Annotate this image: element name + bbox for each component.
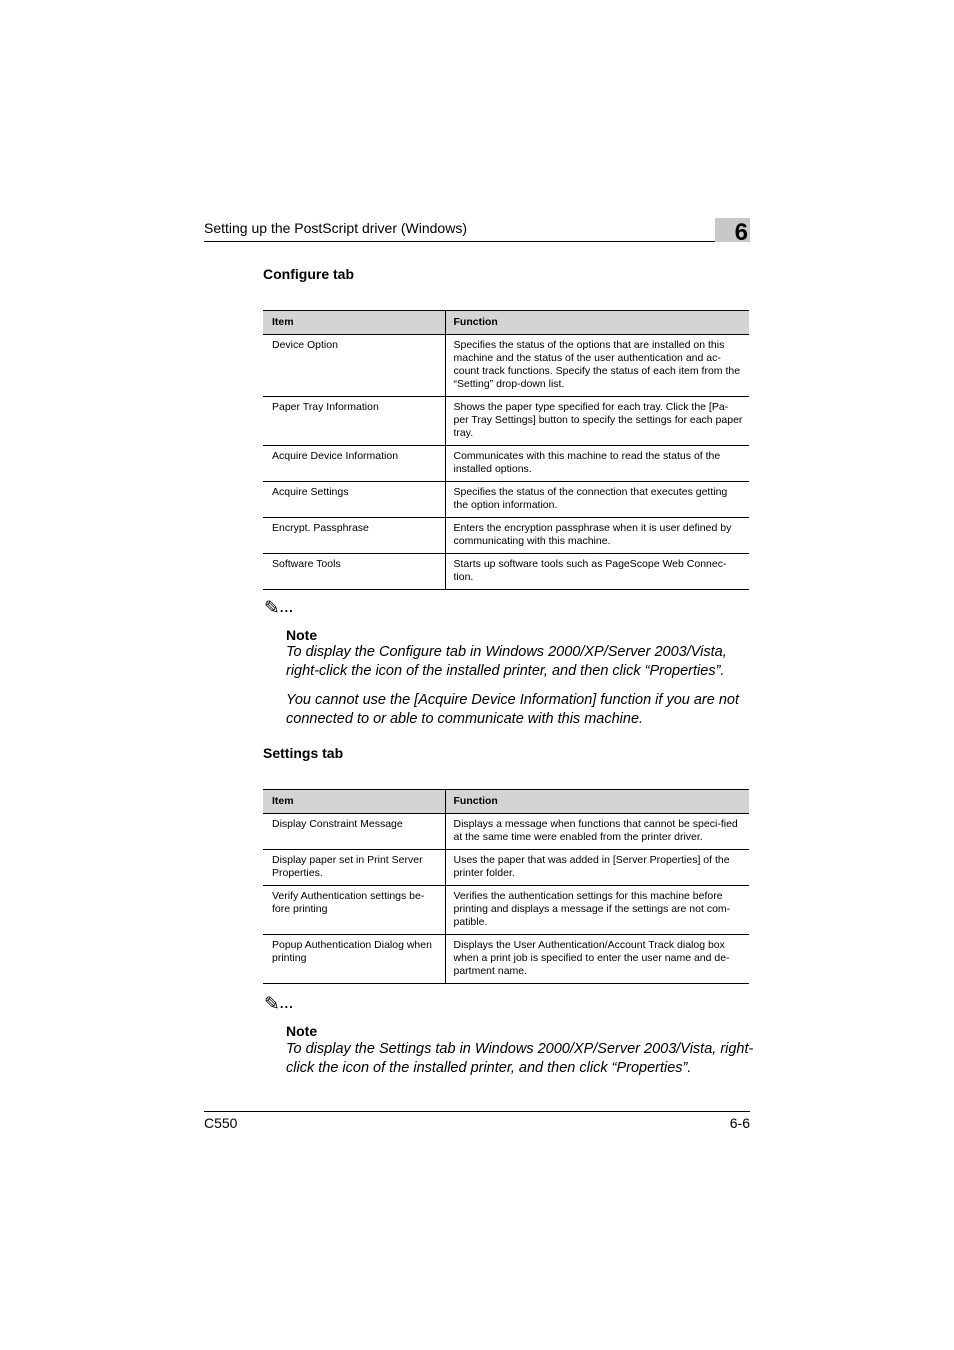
column-header-item: Item <box>263 311 445 335</box>
item-cell: Acquire Device Information <box>263 446 445 482</box>
function-cell: Enters the encryption passphrase when it is user defined by communicating with this machine. <box>445 518 749 554</box>
table-row <box>263 814 749 850</box>
item-cell: Paper Tray Information <box>263 397 445 446</box>
pencil-note-icon: ✎... <box>264 598 294 619</box>
table-row <box>263 850 749 886</box>
function-cell: Displays the User Authentication/Account Track dialog box when a print job is specified to enter the user name and de-partment name. <box>445 935 749 984</box>
table-row <box>263 518 749 554</box>
note-text: To display the Configure tab in Windows 2000/XP/Server 2003/Vista, right-click the icon of the installed printer, and then click “Properties”. <box>286 644 727 679</box>
table-row <box>263 335 749 397</box>
header-rule <box>204 241 750 242</box>
function-cell: Verifies the authentication settings for this machine before printing and displays a message if the settings are not com-patible. <box>445 886 749 935</box>
function-cell: Communicates with this machine to read the status of the installed options. <box>445 446 749 482</box>
table-row <box>263 886 749 935</box>
column-header-function: Function <box>445 311 749 335</box>
function-cell: Uses the paper that was added in [Server Properties] of the printer folder. <box>445 850 749 886</box>
item-cell: Device Option <box>263 335 445 397</box>
note-label: Note <box>286 627 318 643</box>
note-text: To display the Settings tab in Windows 2000/XP/Server 2003/Vista, right-click the icon of the installed printer, and then click “Properties”. <box>286 1041 754 1076</box>
pencil-note-icon: ✎... <box>264 994 294 1015</box>
settings-tab-table <box>263 789 749 984</box>
table-row <box>263 554 749 590</box>
column-header-item: Item <box>263 790 445 814</box>
item-cell: Software Tools <box>263 554 445 590</box>
chapter-number-badge: 6 <box>715 218 750 242</box>
table-header-row <box>263 790 749 814</box>
note-text: You cannot use the [Acquire Device Information] function if you are not connected to or able to communicate with this machine. <box>286 692 739 727</box>
table-row <box>263 482 749 518</box>
table-header-row <box>263 311 749 335</box>
item-cell: Display Constraint Message <box>263 814 445 850</box>
function-cell: Starts up software tools such as PageScope Web Connec-tion. <box>445 554 749 590</box>
item-cell: Display paper set in Print Server Properties. <box>263 850 445 886</box>
footer-rule <box>204 1111 750 1112</box>
note-label: Note <box>286 1023 318 1039</box>
running-header-title: Setting up the PostScript driver (Windows) <box>204 220 467 236</box>
item-cell: Verify Authentication settings be-fore printing <box>263 886 445 935</box>
item-cell: Encrypt. Passphrase <box>263 518 445 554</box>
footer-page-number: 6-6 <box>729 1115 750 1131</box>
function-cell: Specifies the status of the options that are installed on this machine and the status of the user authentication and ac-count track functions. Specify the status of each item from the “Setting” drop-down list. <box>445 335 749 397</box>
function-cell: Specifies the status of the connection that executes getting the option information. <box>445 482 749 518</box>
item-cell: Acquire Settings <box>263 482 445 518</box>
item-cell: Popup Authentication Dialog when printing <box>263 935 445 984</box>
table-row <box>263 935 749 984</box>
footer-model: C550 <box>204 1115 238 1131</box>
configure-tab-table <box>263 310 749 590</box>
column-header-function: Function <box>445 790 749 814</box>
table-row <box>263 446 749 482</box>
function-cell: Shows the paper type specified for each tray. Click the [Pa-per Tray Settings] button to specify the settings for each paper tray. <box>445 397 749 446</box>
settings-tab-heading: Settings tab <box>263 745 344 761</box>
configure-tab-heading: Configure tab <box>263 266 354 282</box>
table-row <box>263 397 749 446</box>
function-cell: Displays a message when functions that cannot be speci-fied at the same time were enabled from the printer driver. <box>445 814 749 850</box>
